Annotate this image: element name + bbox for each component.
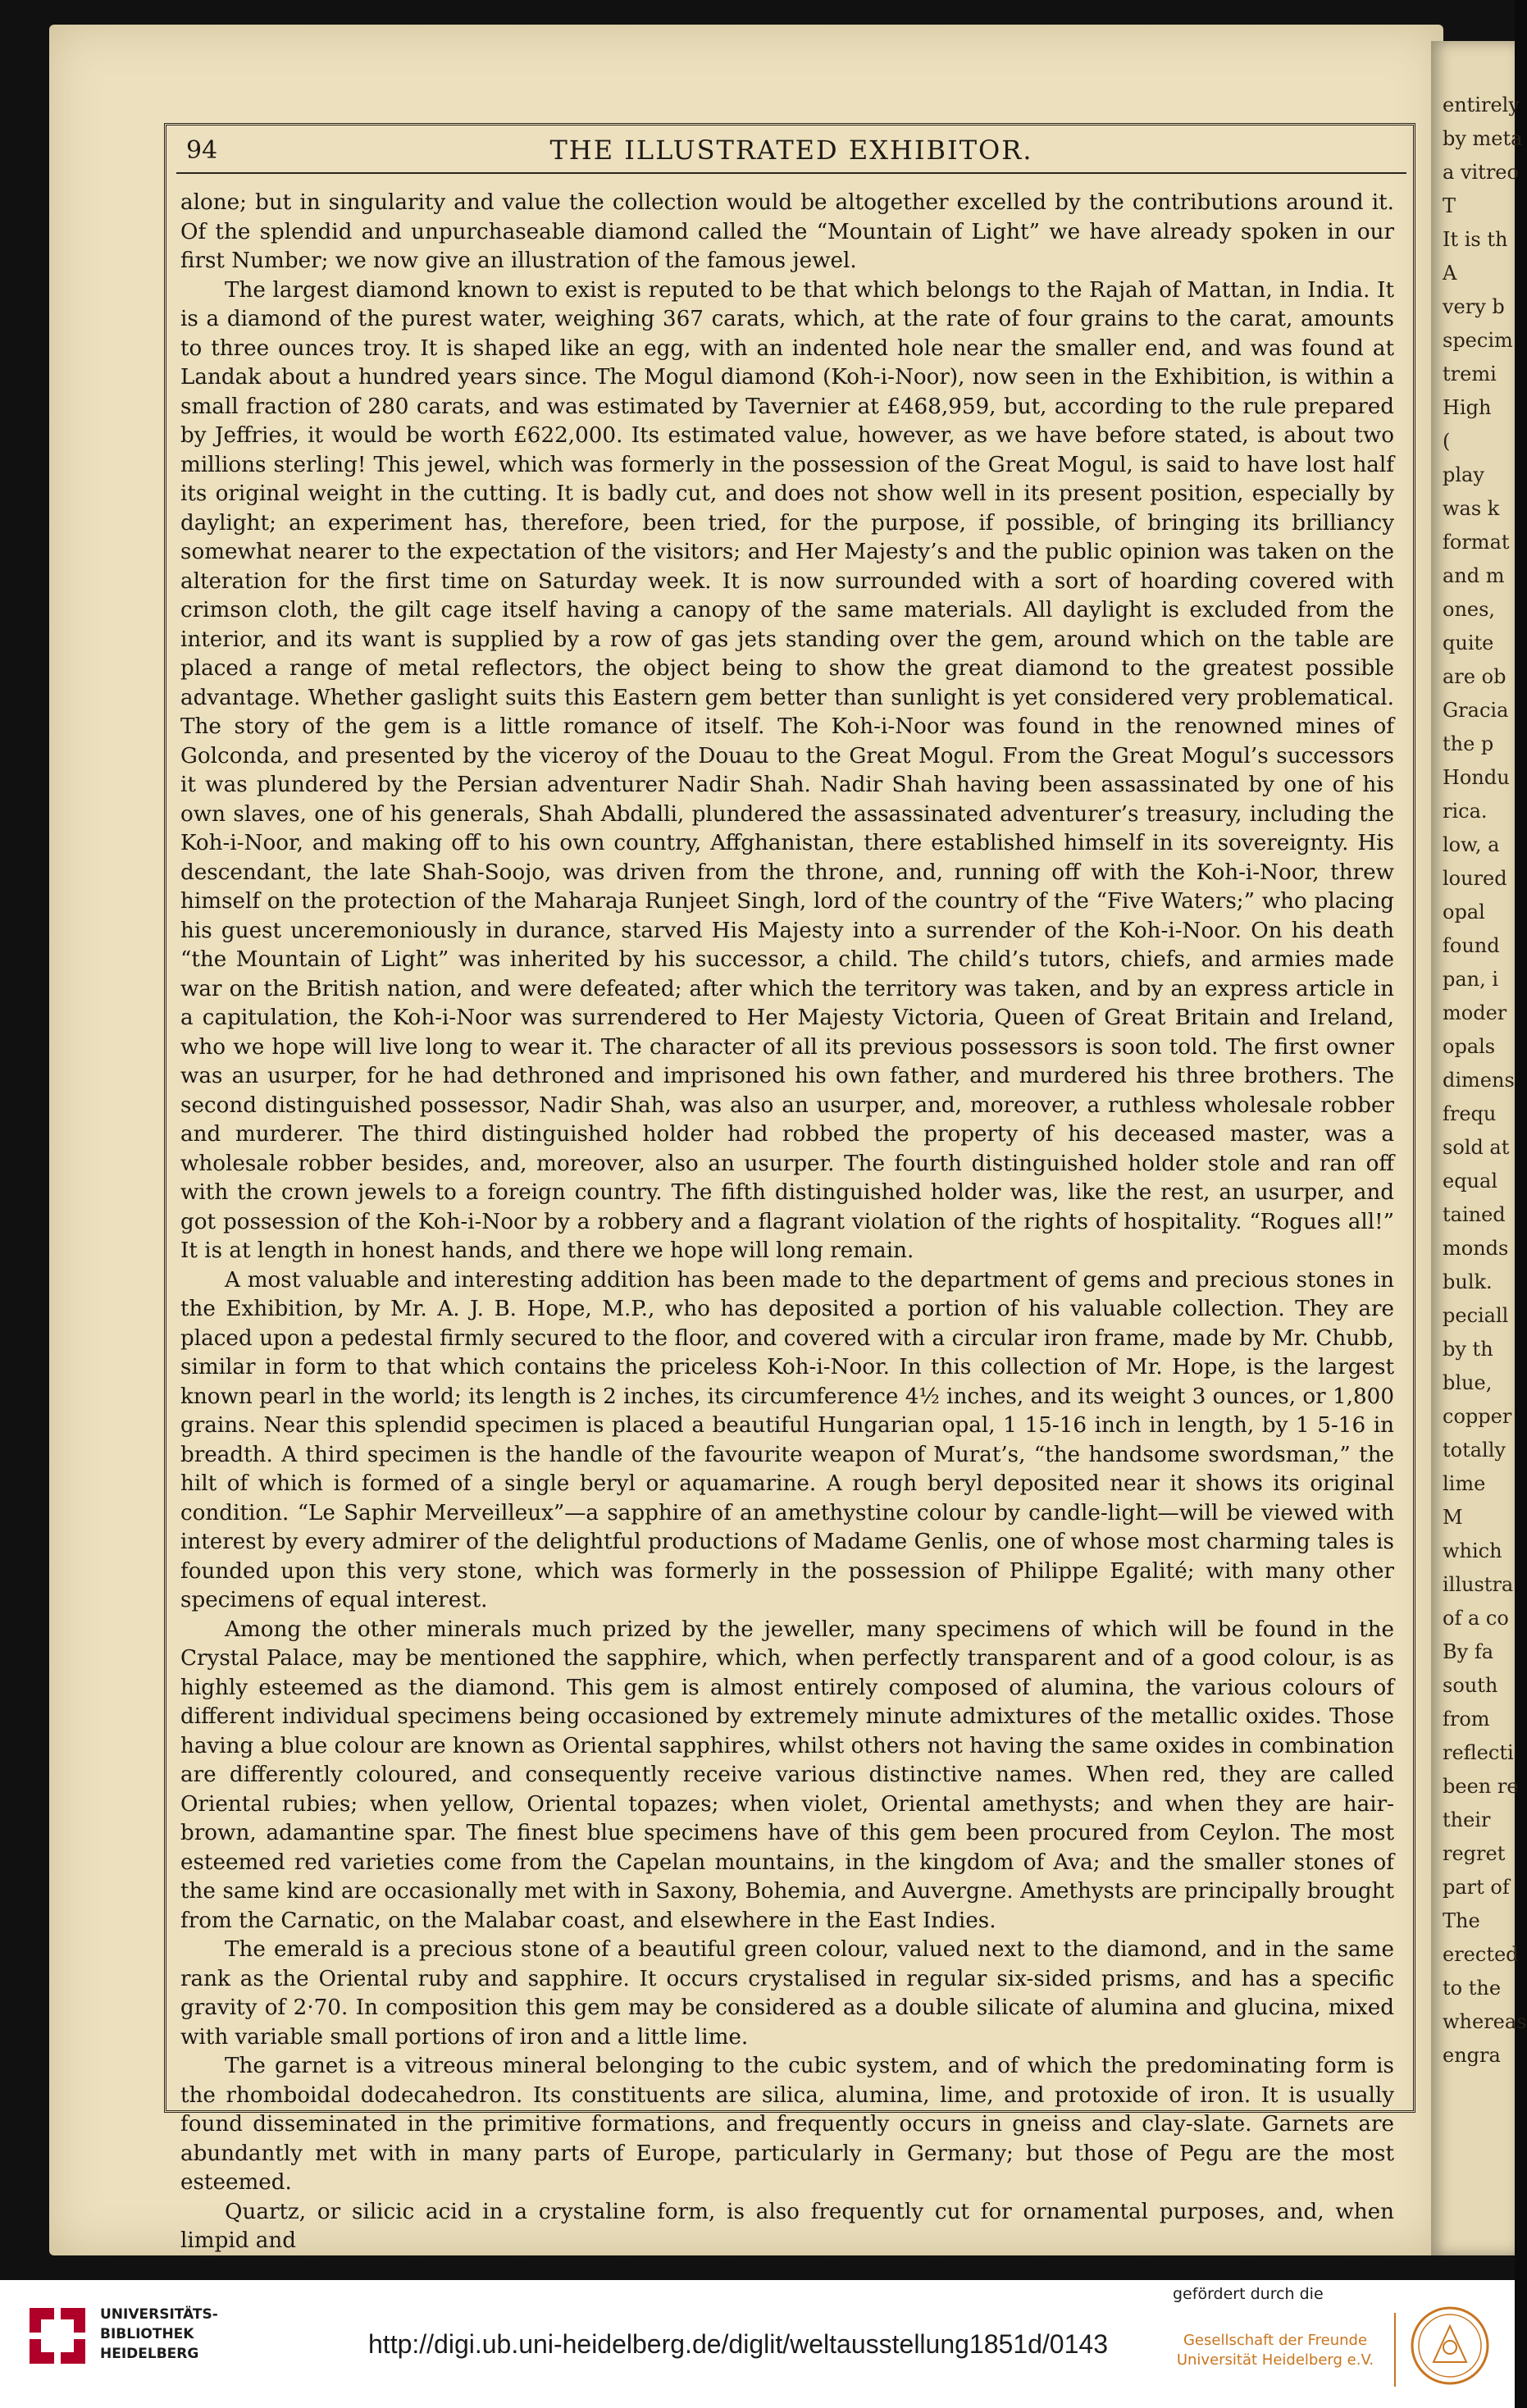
facing-page-fragment: totally (1443, 1439, 1506, 1462)
facing-page-fragment: Gracia (1443, 699, 1509, 722)
facing-page-fragment: which (1443, 1539, 1502, 1562)
facing-page-fragment: copper (1443, 1405, 1512, 1428)
running-title: THE ILLUSTRATED EXHIBITOR. (549, 135, 1033, 166)
running-head (176, 131, 1406, 174)
facing-page-fragment: very b (1443, 295, 1505, 318)
paragraph: alone; but in singularity and value the collection would be altogether excelled by the contributions around it. Of the splendid and unpurchaseable diamond called the “Mountain of Light” we have already spoken in our first Number; we now give an illustration of the famous jewel. (180, 190, 1394, 273)
facing-page-fragment: a vitreo (1443, 161, 1519, 184)
facing-page-fragment: found (1443, 934, 1500, 957)
article-body (180, 189, 1394, 2256)
facing-page-fragment: by th (1443, 1338, 1493, 1361)
facing-page-fragment: opals (1443, 1035, 1496, 1058)
facing-page-fragment: reflecti (1443, 1741, 1514, 1764)
facing-page-fragment: peciall (1443, 1304, 1509, 1327)
viewer-footer (0, 2280, 1515, 2408)
permalink-url[interactable]: http://digi.ub.uni-heidelberg.de/diglit/weltausstellung1851d/0143 (368, 2329, 1108, 2359)
facing-page-fragment: monds (1443, 1237, 1509, 1260)
facing-page-fragment: from (1443, 1708, 1490, 1731)
facing-page-fragment: format (1443, 531, 1510, 554)
facing-page-fragment: south (1443, 1674, 1498, 1697)
facing-page-fragment: their (1443, 1808, 1491, 1831)
sponsor-divider (1394, 2313, 1396, 2387)
facing-page-fragment: part of (1443, 1876, 1510, 1899)
facing-page-fragment: ( (1443, 430, 1451, 453)
paragraph: The garnet is a vitreous mineral belonging to the cubic system, and of which the predominating form is the rhomboidal dodecahedron. Its constituents are silica, alumina, lime, and protoxide of iron. It is usually found disseminated in the primitive formations, and frequently occurs in gneiss and clay-slate. Garnets are abundantly met with in many parts of Europe, particularly in Germany; but those of Pegu are the most esteemed. (180, 2054, 1394, 2195)
facing-page-fragment: and m (1443, 564, 1505, 587)
facing-page-fragment: low, a (1443, 833, 1500, 856)
facing-page-fragment: illustra (1443, 1573, 1514, 1596)
facing-page-fragment: High (1443, 396, 1492, 419)
facing-page-fragment: lime (1443, 1472, 1486, 1495)
facing-page-fragment: entirely (1443, 93, 1520, 116)
facing-page-fragment: opal (1443, 901, 1485, 924)
sponsor-name-line: Universität Heidelberg e.V. (1176, 2351, 1374, 2369)
facing-page-fragment: erected (1443, 1943, 1519, 1966)
facing-page-fragment: the p (1443, 732, 1494, 755)
facing-page-fragment: loured (1443, 867, 1507, 890)
facing-page-fragment: are ob (1443, 665, 1506, 688)
paragraph: A most valuable and interesting addition has been made to the department of gems and precious stones in the Exhibition, by Mr. A. J. B. Hope, M.P., who has deposited a portion of his valuable collection. They are placed upon a pedestal firmly secured to the floor, and covered with a circular iron frame, made by Mr. Chubb, similar in form to that which contains the priceless Koh-i-Noor. In this collection of Mr. Hope, is the largest known pearl in the world; its length is 2 inches, its circumference 4½ inches, and its weight 3 ounces, or 1,800 grains. Near this splendid specimen is placed a beautiful Hungarian opal, 1 15-16 inch in length, by 1 5-16 in breadth. A third specimen is the handle of the favourite weapon of Murat’s, “the handsome swordsman,” the hilt of which is formed of a single beryl or aquamarine. A rough beryl deposited near it shows its original condition. “Le Saphir Merveilleux”—a sapphire of an amethystine colour by candle-light—will be viewed with interest by every admirer of the delightful productions of Madame Genlis, one of whose most charming tales is founded upon this very stone, which was formerly in the possession of Philippe Egalité; with many other specimens of equal interest. (180, 1267, 1394, 1612)
university-library-name[interactable] (100, 2305, 218, 2364)
library-name-line: UNIVERSITÄTS- (100, 2306, 218, 2323)
paragraph: Among the other minerals much prized by the jeweller, many specimens of which will be found in the Crystal Palace, may be mentioned the sapphire, which, when perfectly transparent and of a good colour, is as highly esteemed as the diamond. This gem is almost entirely composed of alumina, the various colours of different individual specimens being occasioned by extremely minute admixtures of the metallic oxides. Those having a blue colour are known as Oriental sapphires, whilst others not having the same oxides in combination are differently coloured, and consequently receive various distinctive names. When red, they are called Oriental rubies; when yellow, Oriental topazes; when violet, Oriental amethysts; and when they are hair-brown, adamantine spar. The finest blue specimens have of this gem been procured from Ceylon. The most esteemed red varieties come from the Capelan mountains, in the kingdom of Ava; and the smaller stones of the same kind are occasionally met with in Saxony, Bohemia, and Auvergne. Amethysts are principally brought from the Carnatic, on the Malabar coast, and elsewhere in the East Indies. (180, 1617, 1394, 1933)
paragraph: Quartz, or silicic acid in a crystaline form, is also frequently cut for ornamental purposes, and, when limpid and (180, 2199, 1394, 2253)
facing-page-fragment: specim (1443, 329, 1513, 352)
facing-page-fragment: ones, (1443, 598, 1496, 621)
facing-page-fragment: of a co (1443, 1607, 1509, 1630)
facing-page-edge (1431, 41, 1527, 2255)
page-number: 94 (186, 136, 218, 165)
library-name-line: BIBLIOTHEK (100, 2326, 194, 2342)
facing-page-fragment: quite (1443, 632, 1494, 654)
facing-page-fragment: The (1443, 1909, 1480, 1932)
facing-page-fragment: bulk. (1443, 1270, 1493, 1293)
university-seal-icon (1409, 2305, 1491, 2387)
facing-page-fragment: pan, i (1443, 968, 1499, 991)
paragraph: The largest diamond known to exist is reputed to be that which belongs to the Rajah of Mattan, in India. It is a diamond of the purest water, weighing 367 carats, which, at the rate of four grains to the carat, amounts to three ounces troy. It is shaped like an egg, with an indented hole near the smaller end, and was found at Landak about a hundred years since. The Mogul diamond (Koh-i-Noor), now seen in the Exhibition, is within a small fraction of 280 carats, and was estimated by Tavernier at £468,959, but, according to the rule prepared by Jeffries, it would be worth £622,000. Its estimated value, however, as we have before stated, is about two millions sterling! This jewel, which was formerly in the possession of the Great Mogul, is said to have lost half its original weight in the cutting. It is badly cut, and does not show well in its present position, especially by daylight; an experiment has, therefore, been tried, for the purpose, if possible, of bringing its brilliancy somewhat nearer to the expectation of the visitors; and Her Majesty’s and the public opinion was taken on the alteration for the first time on Saturday week. It is now surrounded with a sort of hoarding covered with crimson cloth, the gilt cage itself having a canopy of the same materials. All daylight is excluded from the interior, and its want is supplied by a row of gas jets standing over the gem, around which on the table are placed a range of metal reflectors, the object being to show the great diamond to the greatest possible advantage. Whether gaslight suits this Eastern gem better than sunlight is yet considered very problematical. The story of the gem is a little romance of itself. The Koh-i-Noor was found in the renowned mines of Golconda, and presented by the viceroy of the Douau to the Great Mogul. From the Great Mogul’s successors it was plundered by the Persian adventurer Nadir Shah. Nadir Shah having been assassinated by one of his own slaves, one of his generals, Shah Abdalli, plundered the assassinated adventurer’s treasury, including the Koh-i-Noor, and making off to his own country, Affghanistan, there established himself in its sovereignty. His descendant, the late Shah-Soojo, was driven from the throne, and, running off with the Koh-i-Noor, threw himself on the protection of the Maharaja Runjeet Singh, lord of the country of the “Five Waters;” who placing his guest unceremoniously in durance, starved His Majesty into a surrender of the Koh-i-Noor. On his death “the Mountain of Light” was inherited by his successor, a child. The child’s tutors, chiefs, and armies made war on the British nation, and were defeated; after which the territory was taken, and by an express article in a capitulation, the Koh-i-Noor was surrendered to Her Majesty Victoria, Queen of Great Britain and Ireland, who we hope will live long to wear it. The character of all its previous possessors is soon told. The first owner was an usurper, for he had dethroned and imprisoned his own father, and murdered his three brothers. The second distinguished possessor, Nadir Shah, was also an usurper, and, moreover, a ruthless wholesale robber and murderer. The third distinguished holder had robbed the property of his deceased master, was a wholesale robber besides, and, moreover, also an usurper. The fourth distinguished holder stole and ran off with the crown jewels to a foreign country. The fifth distinguished holder was, like the rest, an usurper, and got possession of the Koh-i-Noor by a robbery and a flagrant violation of the rights of hospitality. “Rogues all!” It is at length in honest hands, and there we hope will long remain. (180, 277, 1394, 1263)
facing-page-fragment: blue, (1443, 1371, 1493, 1394)
facing-page-fragment: was k (1443, 497, 1500, 520)
facing-page-fragment: By fa (1443, 1640, 1494, 1663)
facing-page-fragment: Hondu (1443, 766, 1510, 789)
facing-page-fragment: whereas (1443, 2010, 1527, 2033)
facing-page-fragment: M (1443, 1506, 1463, 1529)
facing-page-fragment: sold at (1443, 1136, 1510, 1159)
facing-page-fragment: engra (1443, 2044, 1501, 2067)
facing-page-fragment: regret (1443, 1842, 1506, 1865)
facing-page-fragment: tremi (1443, 363, 1497, 385)
facing-page-fragment: dimens (1443, 1069, 1515, 1092)
facing-page-fragment: been re (1443, 1775, 1519, 1798)
sponsor-name-line: Gesellschaft der Freunde (1183, 2332, 1368, 2349)
facing-page-fragment: to the (1443, 1977, 1502, 2000)
facing-page-fragment: frequ (1443, 1102, 1497, 1125)
university-library-logo-icon[interactable] (25, 2303, 90, 2369)
facing-page-fragment: It is th (1443, 228, 1508, 251)
facing-page-fragment: by meta (1443, 127, 1523, 150)
facing-page-fragment: tained (1443, 1203, 1506, 1226)
facing-page-fragment: equal (1443, 1170, 1498, 1193)
paragraph: The emerald is a precious stone of a beautiful green colour, valued next to the diamond, and in the same rank as the Oriental ruby and sapphire. It occurs crystalised in regular six-sided prisms, and has a specific gravity of 2·70. In composition this gem may be considered as a double silicate of alumina and glucina, mixed with variable small portions of iron and a little lime. (180, 1937, 1394, 2050)
facing-page-fragment: play (1443, 463, 1484, 486)
facing-page-fragment: A (1443, 262, 1457, 285)
facing-page-fragment: moder (1443, 1001, 1507, 1024)
facing-page-fragment: rica. (1443, 800, 1488, 823)
facing-page-fragment: T (1443, 194, 1456, 217)
sponsor-label: gefördert durch die (1173, 2285, 1324, 2303)
sponsor-name[interactable] (1173, 2331, 1378, 2370)
library-name-line: HEIDELBERG (100, 2346, 199, 2362)
